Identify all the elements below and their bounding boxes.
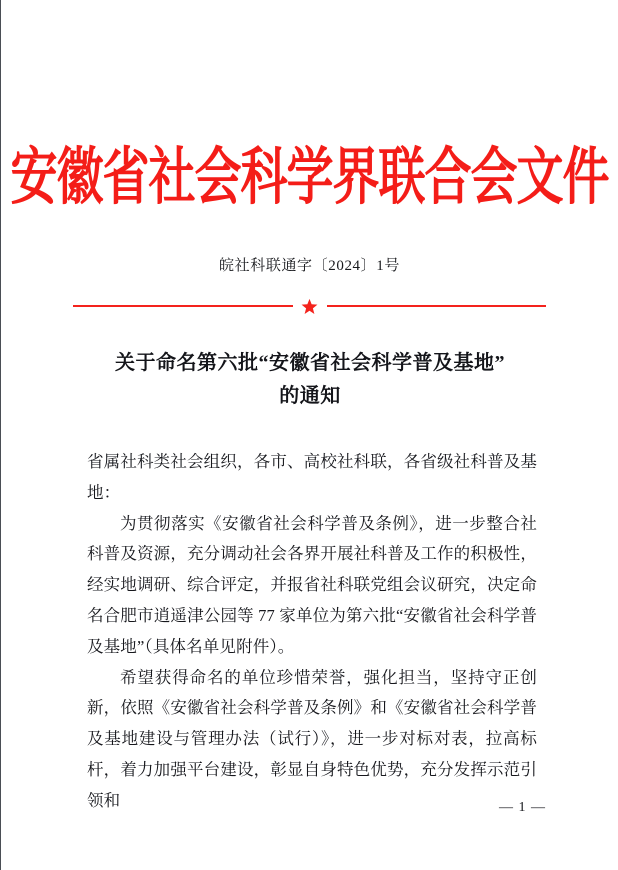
addressee-line: 省属社科类社会组织，各市、高校社科联，各省级社科普及基地： bbox=[87, 452, 537, 502]
red-separator-rule bbox=[73, 296, 546, 316]
body-paragraph-2: 希望获得命名的单位珍惜荣誉，强化担当，坚持守正创新，依照《安徽省社会科学普及条例》和《安徽省社会科学普及基地建设与管理办法（试行）》，进一步对标对表，拉高标杆，着力加强平台建设，彰显自身特色优势，充分发挥示范引领和 bbox=[87, 667, 537, 810]
heading-line-1: 关于命名第六批“安徽省社会科学普及基地” bbox=[115, 352, 505, 374]
issuing-authority-title: 安徽省社会科学界联合会文件 bbox=[10, 144, 609, 213]
star-slot bbox=[293, 298, 327, 315]
page-number: — 1 — bbox=[499, 800, 546, 815]
body-paragraph-1: 为贯彻落实《安徽省社会科学普及条例》，进一步整合社科普及资源，充分调动社会各界开展社科普及工作的积极性，经实地调研、综合评定，并报省社科联党组会议研究，决定命名合肥市逍遥津公园等 77 家单位为第六批“安徽省社会科学普及基地”（具体名单见附件）。 bbox=[87, 513, 537, 656]
document-body bbox=[87, 447, 537, 817]
letterhead-masthead bbox=[1, 144, 618, 213]
document-serial-number: 皖社科联通字〔2024〕1号 bbox=[219, 258, 400, 274]
document-heading bbox=[79, 347, 541, 413]
heading-line-2: 的通知 bbox=[279, 385, 341, 407]
red-rule-left-bar bbox=[73, 305, 293, 307]
red-rule-right-bar bbox=[327, 305, 547, 307]
five-pointed-star-icon bbox=[301, 298, 318, 315]
